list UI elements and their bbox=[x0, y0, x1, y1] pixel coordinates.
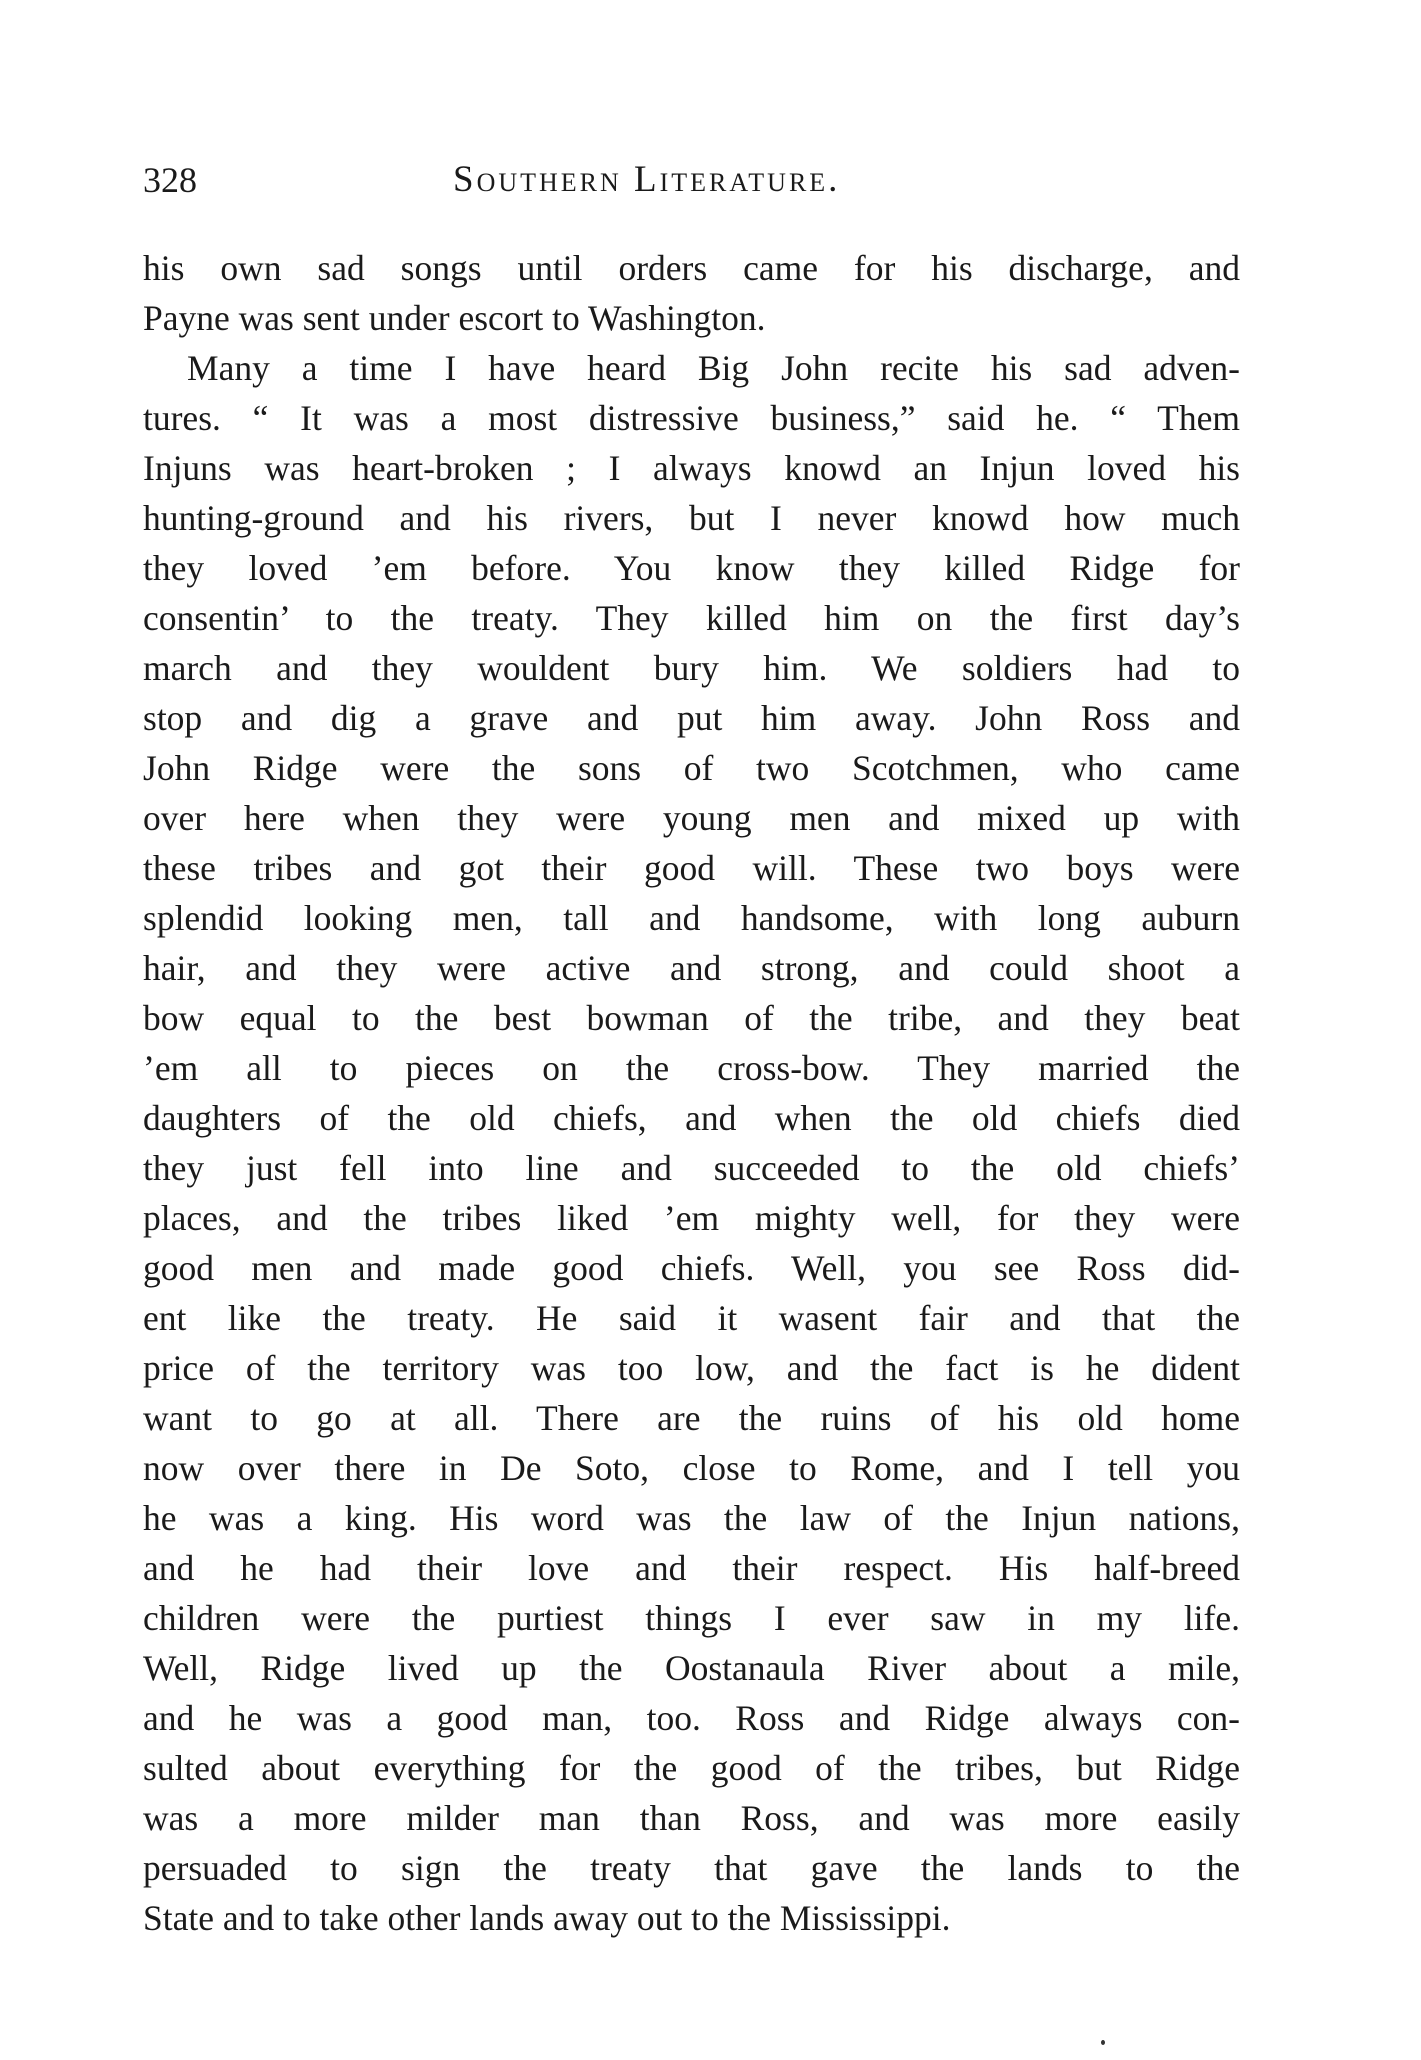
text-line: children were the purtiest things I ever saw in my life. bbox=[143, 1598, 1240, 1638]
text-line: John Ridge were the sons of two Scotchmen, who came bbox=[143, 748, 1240, 788]
running-title: Southern Literature. bbox=[453, 159, 841, 200]
text-line: persuaded to sign the treaty that gave the lands to the bbox=[143, 1848, 1240, 1888]
text-line: and he was a good man, too. Ross and Ridge always con- bbox=[143, 1698, 1240, 1738]
text-line: bow equal to the best bowman of the tribe, and they beat bbox=[143, 998, 1240, 1038]
text-line: Well, Ridge lived up the Oostanaula River about a mile, bbox=[143, 1648, 1240, 1688]
text-line: State and to take other lands away out to the Mississippi. bbox=[143, 1898, 951, 1938]
text-line: Many a time I have heard Big John recite his sad adven- bbox=[187, 348, 1240, 388]
text-line: his own sad songs until orders came for his discharge, and bbox=[143, 248, 1240, 288]
text-line: places, and the tribes liked ’em mighty well, for they were bbox=[143, 1198, 1240, 1238]
print-speck bbox=[1101, 2040, 1105, 2045]
text-line: march and they wouldent bury him. We soldiers had to bbox=[143, 648, 1240, 688]
text-line: these tribes and got their good will. These two boys were bbox=[143, 848, 1240, 888]
text-line: ent like the treaty. He said it wasent fair and that the bbox=[143, 1298, 1240, 1338]
text-line: tures. “ It was a most distressive business,” said he. “ Them bbox=[143, 398, 1240, 438]
text-line: Payne was sent under escort to Washington. bbox=[143, 298, 766, 338]
text-line: and he had their love and their respect. His half-breed bbox=[143, 1548, 1240, 1588]
body-text bbox=[143, 243, 1240, 1943]
text-line: daughters of the old chiefs, and when the old chiefs died bbox=[143, 1098, 1240, 1138]
text-line: good men and made good chiefs. Well, you see Ross did- bbox=[143, 1248, 1240, 1288]
text-line: hunting-ground and his rivers, but I never knowd how much bbox=[143, 498, 1240, 538]
text-line: want to go at all. There are the ruins of his old home bbox=[143, 1398, 1240, 1438]
text-line: was a more milder man than Ross, and was more easily bbox=[143, 1798, 1240, 1838]
text-line: sulted about everything for the good of the tribes, but Ridge bbox=[143, 1748, 1240, 1788]
text-line: now over there in De Soto, close to Rome, and I tell you bbox=[143, 1448, 1240, 1488]
page-number: 328 bbox=[143, 160, 197, 200]
page-header bbox=[143, 150, 1240, 210]
text-line: over here when they were young men and mixed up with bbox=[143, 798, 1240, 838]
text-line: price of the territory was too low, and the fact is he dident bbox=[143, 1348, 1240, 1388]
text-line: ’em all to pieces on the cross-bow. They married the bbox=[143, 1048, 1240, 1088]
text-line: Injuns was heart-broken ; I always knowd an Injun loved his bbox=[143, 448, 1240, 488]
text-line: he was a king. His word was the law of the Injun nations, bbox=[143, 1498, 1240, 1538]
text-line: consentin’ to the treaty. They killed him on the first day’s bbox=[143, 598, 1240, 638]
text-line: stop and dig a grave and put him away. John Ross and bbox=[143, 698, 1240, 738]
text-line: they just fell into line and succeeded to the old chiefs’ bbox=[143, 1148, 1240, 1188]
text-line: they loved ’em before. You know they killed Ridge for bbox=[143, 548, 1240, 588]
text-line: hair, and they were active and strong, and could shoot a bbox=[143, 948, 1240, 988]
text-line: splendid looking men, tall and handsome, with long auburn bbox=[143, 898, 1240, 938]
